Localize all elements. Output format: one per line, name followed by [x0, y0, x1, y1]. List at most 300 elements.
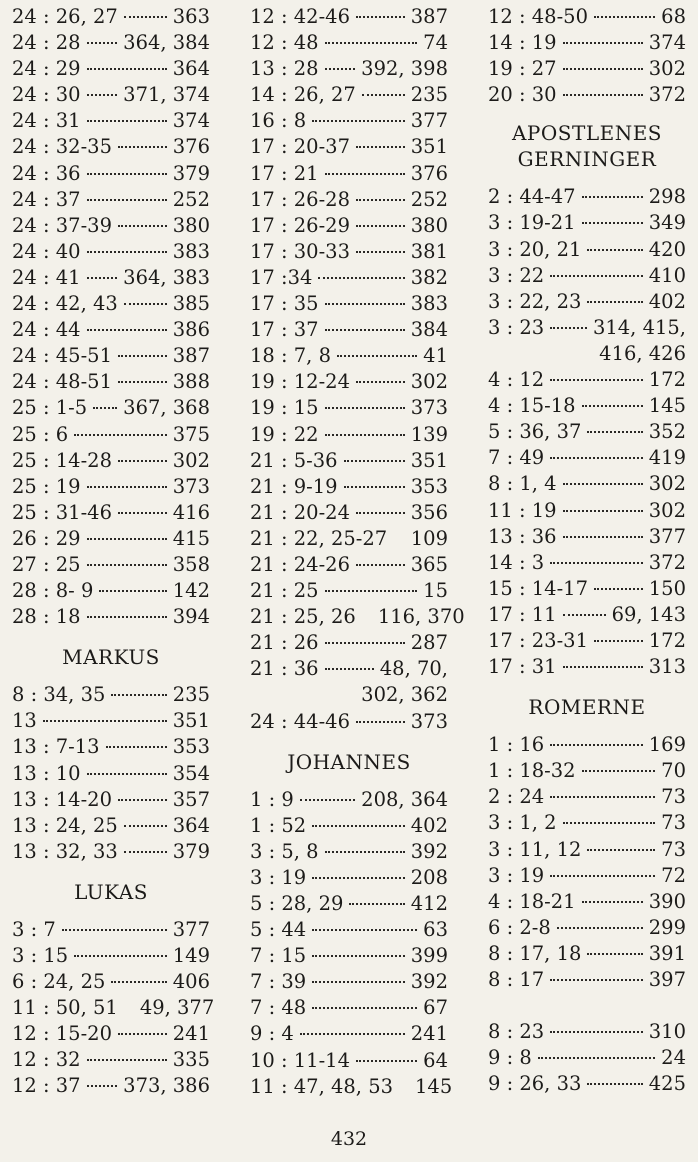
- dot-leader: [325, 173, 405, 175]
- verse-reference: 19 : 12-24: [250, 370, 350, 394]
- index-entry: [250, 56, 448, 82]
- dot-leader: [87, 173, 167, 175]
- dot-leader: [550, 979, 643, 981]
- page-reference: 150: [648, 576, 686, 600]
- page-reference: 387: [172, 344, 210, 368]
- page-reference: 73: [661, 811, 686, 835]
- page-reference: 109: [410, 526, 448, 550]
- dot-leader: [312, 929, 417, 931]
- page-reference: 375: [172, 422, 210, 446]
- index-entry: [488, 184, 686, 210]
- index-entry-continuation: [488, 341, 686, 367]
- index-entry: [12, 708, 210, 734]
- verse-reference: 13 : 28: [250, 57, 319, 81]
- index-entry: [250, 891, 448, 917]
- index-entry: [250, 969, 448, 995]
- index-entry: [250, 422, 448, 448]
- page-reference: 367, 368: [123, 396, 210, 420]
- verse-reference: 19 : 22: [250, 422, 319, 446]
- verse-reference: 12 : 48-50: [488, 5, 588, 28]
- index-entry: [12, 682, 210, 708]
- page-reference: 372: [648, 83, 686, 107]
- index-entry: [12, 1047, 210, 1073]
- verse-reference: 25 : 14-28: [12, 448, 112, 472]
- verse-reference: 24 : 44: [12, 318, 81, 342]
- page-reference: 139: [410, 422, 448, 446]
- index-entry: [488, 602, 686, 628]
- verse-reference: 4 : 12: [488, 368, 545, 392]
- index-entry: [488, 758, 686, 784]
- dot-leader: [106, 746, 167, 748]
- index-entry: [12, 108, 210, 134]
- verse-reference: 5 : 44: [250, 918, 307, 942]
- index-entry: [488, 393, 686, 419]
- index-entry: [488, 1019, 686, 1045]
- verse-reference: 17 : 37: [250, 318, 319, 342]
- page-reference: 313: [648, 655, 686, 679]
- page-reference: 365: [410, 552, 448, 576]
- page-reference: 386: [172, 318, 210, 342]
- page-reference: 172: [648, 628, 686, 652]
- index-entry: [12, 187, 210, 213]
- dot-leader: [550, 744, 643, 746]
- verse-reference: 12 : 42-46: [250, 5, 350, 28]
- page-reference: 412: [410, 892, 448, 915]
- page-reference: 374: [648, 31, 686, 55]
- index-entry: [488, 210, 686, 236]
- index-entry: [488, 419, 686, 445]
- dot-leader: [587, 1083, 642, 1085]
- dot-leader: [43, 720, 167, 722]
- index-entry: [250, 291, 448, 317]
- verse-reference: 24 : 37: [12, 187, 81, 211]
- index-entry: [488, 30, 686, 56]
- dot-leader: [594, 640, 643, 642]
- verse-reference: 3 : 19-21: [488, 211, 576, 235]
- dot-leader: [325, 303, 405, 305]
- index-entry: [12, 161, 210, 187]
- dot-leader: [563, 822, 656, 824]
- page-reference: 74: [423, 31, 448, 55]
- index-entry: [488, 289, 686, 315]
- page-reference: 394: [172, 605, 210, 629]
- page-reference: 287: [410, 631, 448, 655]
- dot-leader: [325, 68, 356, 70]
- page-reference: 392: [410, 970, 448, 994]
- verse-reference: 8 : 34, 35: [12, 683, 106, 707]
- verse-reference: 11 : 50, 51: [12, 996, 118, 1020]
- section-heading: MARKUS: [62, 645, 160, 670]
- page-reference: 416, 426: [599, 341, 686, 365]
- dot-leader: [362, 94, 405, 96]
- verse-reference: 24 : 26, 27: [12, 5, 118, 28]
- page-reference: 208, 364: [361, 787, 448, 811]
- dot-leader: [563, 536, 643, 538]
- index-entry: [12, 265, 210, 291]
- page-reference: 145: [648, 394, 686, 418]
- dot-leader: [594, 16, 655, 18]
- page-reference: 357: [172, 787, 210, 811]
- page-reference: 310: [648, 1020, 686, 1044]
- dot-leader: [87, 68, 167, 70]
- index-entry: [250, 30, 448, 56]
- verse-reference: 13 : 32, 33: [12, 839, 118, 863]
- dot-leader: [124, 825, 167, 827]
- verse-reference: 25 : 6: [12, 422, 69, 446]
- verse-reference: 9 : 4: [250, 1022, 294, 1046]
- page-reference: 15: [423, 579, 448, 603]
- verse-reference: 24 : 41: [12, 265, 81, 289]
- dot-leader: [563, 94, 643, 96]
- verse-reference: 12 : 32: [12, 1048, 81, 1072]
- index-entry: [12, 526, 210, 552]
- index-entry: [250, 108, 448, 134]
- verse-reference: 19 : 27: [488, 57, 557, 81]
- index-entry: [488, 498, 686, 524]
- verse-reference: 12 : 15-20: [12, 1022, 112, 1046]
- dot-leader: [118, 146, 167, 148]
- dot-leader: [118, 355, 167, 357]
- page-reference: 172: [648, 368, 686, 392]
- index-entry: [12, 30, 210, 56]
- index-entry: [488, 550, 686, 576]
- section-heading: ROMERNE: [528, 695, 646, 720]
- verse-reference: 8 : 1, 4: [488, 472, 557, 496]
- page-reference: 377: [172, 917, 210, 941]
- index-entry: [12, 917, 210, 943]
- verse-reference: 3 : 15: [12, 944, 69, 967]
- dot-leader: [87, 199, 167, 201]
- index-entry: [12, 56, 210, 82]
- verse-reference: 18 : 7, 8: [250, 344, 331, 368]
- index-entry: [12, 552, 210, 578]
- dot-leader: [312, 981, 405, 983]
- verse-reference: 12 : 37: [12, 1074, 81, 1098]
- page-reference: 302: [410, 370, 448, 394]
- verse-reference: 27 : 25: [12, 552, 81, 576]
- page-reference: 402: [648, 289, 686, 313]
- index-entry: [12, 213, 210, 239]
- index-entry: [12, 578, 210, 604]
- verse-reference: 7 : 15: [250, 944, 307, 968]
- index-entry: [488, 837, 686, 863]
- dot-leader: [557, 927, 643, 929]
- index-entry: [488, 863, 686, 889]
- page-reference: 373, 386: [123, 1074, 210, 1098]
- index-entry: [250, 187, 448, 213]
- verse-reference: 21 : 26: [250, 631, 319, 655]
- index-entry: [250, 604, 465, 630]
- page-reference: 241: [172, 1022, 210, 1046]
- dot-leader: [300, 799, 355, 801]
- index-entry: [12, 813, 210, 839]
- verse-reference: 21 : 25: [250, 579, 319, 603]
- verse-reference: 20 : 30: [488, 83, 557, 107]
- index-entry: [488, 941, 686, 967]
- dot-leader: [325, 668, 374, 670]
- index-entry: [488, 628, 686, 654]
- index-entry: [12, 4, 210, 30]
- page-reference: 24: [661, 1046, 686, 1070]
- verse-reference: 13: [12, 709, 37, 733]
- index-entry: [12, 969, 210, 995]
- verse-reference: 25 : 1-5: [12, 396, 88, 420]
- index-entry: [12, 448, 210, 474]
- page-reference: 314, 415,: [592, 315, 686, 339]
- index-entry: [12, 474, 210, 500]
- verse-reference: 24 : 30: [12, 83, 81, 107]
- verse-reference: 1 : 9: [250, 787, 294, 811]
- page-reference: 356: [410, 500, 448, 524]
- page-reference: 416: [172, 500, 210, 524]
- index-entry: [488, 1071, 686, 1097]
- dot-leader: [118, 225, 167, 227]
- verse-reference: 8 : 17, 18: [488, 941, 582, 965]
- page-reference: 364, 383: [123, 265, 210, 289]
- index-entry: [12, 369, 210, 395]
- verse-reference: 6 : 2-8: [488, 915, 551, 939]
- dot-leader: [118, 799, 167, 801]
- dot-leader: [87, 1059, 167, 1061]
- dot-leader: [318, 277, 404, 279]
- dot-leader: [87, 329, 167, 331]
- index-entry: [12, 134, 210, 160]
- index-entry: [250, 395, 448, 421]
- page-reference: 380: [410, 213, 448, 237]
- page-reference: 373: [410, 396, 448, 420]
- dot-leader: [582, 196, 643, 198]
- index-entry: [250, 500, 448, 526]
- page-reference: 353: [410, 474, 448, 498]
- verse-reference: 3 : 20, 21: [488, 237, 582, 261]
- dot-leader: [99, 590, 166, 592]
- page-reference: 69, 143: [611, 602, 686, 626]
- index-entry: [250, 213, 448, 239]
- index-entry: [488, 367, 686, 393]
- verse-reference: 24 : 32-35: [12, 135, 112, 159]
- index-entry: [488, 524, 686, 550]
- verse-reference: 5 : 36, 37: [488, 420, 582, 444]
- verse-reference: 24 : 45-51: [12, 344, 112, 368]
- verse-reference: 13 : 36: [488, 524, 557, 548]
- dot-leader: [550, 327, 587, 329]
- verse-reference: 14 : 26, 27: [250, 83, 356, 107]
- verse-reference: 26 : 29: [12, 526, 81, 550]
- verse-reference: 25 : 31-46: [12, 500, 112, 524]
- page-reference: 388: [172, 370, 210, 394]
- dot-leader: [118, 1033, 167, 1035]
- index-entry: [250, 865, 448, 891]
- index-entry: [488, 56, 686, 82]
- page-reference: 252: [172, 187, 210, 211]
- dot-leader: [582, 901, 643, 903]
- index-entry: [488, 263, 686, 289]
- verse-reference: 7 : 49: [488, 446, 545, 470]
- page-reference: 63: [423, 918, 448, 942]
- index-entry: [488, 237, 686, 263]
- page-reference: 364, 384: [123, 31, 210, 55]
- index-entry: [488, 315, 686, 341]
- page-reference: 208: [410, 865, 448, 889]
- index-entry: [250, 317, 448, 343]
- dot-leader: [87, 486, 167, 488]
- index-entry: [250, 813, 448, 839]
- index-entry: [250, 709, 448, 735]
- page-reference: 68: [661, 5, 686, 28]
- page-reference: 364: [172, 813, 210, 837]
- page-reference: 383: [410, 292, 448, 316]
- page-reference: 64: [423, 1048, 448, 1072]
- page-reference: 377: [648, 524, 686, 548]
- index-column-2: [250, 4, 465, 1100]
- dot-leader: [582, 405, 643, 407]
- index-entry: [488, 471, 686, 497]
- dot-leader: [93, 407, 117, 409]
- verse-reference: 24 : 42, 43: [12, 292, 118, 316]
- verse-reference: 24 : 37-39: [12, 213, 112, 237]
- verse-reference: 21 : 20-24: [250, 500, 350, 524]
- dot-leader: [344, 486, 405, 488]
- index-entry: [250, 943, 448, 969]
- index-entry: [12, 395, 210, 421]
- page-reference: 376: [410, 161, 448, 185]
- index-entry: [12, 943, 210, 969]
- page-reference: 351: [410, 135, 448, 159]
- verse-reference: 13 : 14-20: [12, 787, 112, 811]
- page-reference: 406: [172, 970, 210, 994]
- page-reference: 377: [410, 109, 448, 133]
- dot-leader: [111, 694, 166, 696]
- page-reference: 335: [172, 1048, 210, 1072]
- page-reference: 419: [648, 446, 686, 470]
- verse-reference: 21 : 36: [250, 657, 319, 681]
- verse-reference: 3 : 22, 23: [488, 289, 582, 313]
- page-reference: 354: [172, 761, 210, 785]
- dot-leader: [550, 275, 643, 277]
- page-reference: 41: [423, 344, 448, 368]
- page-reference: 385: [172, 292, 210, 316]
- dot-leader: [312, 825, 405, 827]
- verse-reference: 14 : 3: [488, 550, 545, 574]
- index-entry-continuation: [250, 682, 448, 708]
- verse-reference: 3 : 22: [488, 263, 545, 287]
- dot-leader: [325, 329, 405, 331]
- dot-leader: [587, 431, 642, 433]
- verse-reference: 24 : 29: [12, 57, 81, 81]
- page-reference: 379: [172, 161, 210, 185]
- verse-reference: 11 : 19: [488, 498, 557, 522]
- page-reference: 391: [648, 941, 686, 965]
- index-entry: [488, 784, 686, 810]
- page-reference: 397: [648, 968, 686, 991]
- dot-leader: [582, 222, 643, 224]
- verse-reference: 17 :34: [250, 265, 313, 289]
- dot-leader: [325, 590, 418, 592]
- verse-reference: 24 : 40: [12, 239, 81, 263]
- dot-leader: [587, 301, 642, 303]
- dot-leader: [111, 981, 166, 983]
- dot-leader: [550, 562, 643, 564]
- dot-leader: [356, 16, 405, 18]
- index-entry: [12, 239, 210, 265]
- dot-leader: [563, 68, 643, 70]
- dot-leader: [538, 1057, 655, 1059]
- page-reference: 371, 374: [123, 83, 210, 107]
- verse-reference: 17 : 26-28: [250, 187, 350, 211]
- dot-leader: [356, 225, 405, 227]
- verse-reference: 17 : 30-33: [250, 239, 350, 263]
- dot-leader: [356, 381, 405, 383]
- verse-reference: 28 : 8- 9: [12, 579, 94, 603]
- page-reference: 382: [410, 265, 448, 289]
- dot-leader: [312, 955, 405, 957]
- page-reference: 351: [410, 448, 448, 472]
- page-reference: 252: [410, 187, 448, 211]
- verse-reference: 17 : 11: [488, 602, 557, 626]
- index-entry: [488, 889, 686, 915]
- verse-reference: 15 : 14-17: [488, 576, 588, 600]
- page-reference: 353: [172, 735, 210, 759]
- dot-leader: [349, 903, 404, 905]
- page-reference: 70: [661, 759, 686, 783]
- dot-leader: [87, 538, 167, 540]
- verse-reference: 24 : 31: [12, 109, 81, 133]
- verse-reference: 21 : 5-36: [250, 448, 338, 472]
- verse-reference: 4 : 18-21: [488, 889, 576, 913]
- page-reference: 67: [423, 996, 448, 1020]
- dot-leader: [337, 355, 417, 357]
- verse-reference: 7 : 48: [250, 996, 307, 1020]
- page-reference: 48, 70,: [379, 657, 448, 681]
- verse-reference: 3 : 1, 2: [488, 811, 557, 835]
- page-reference: 402: [410, 813, 448, 837]
- verse-reference: 3 : 19: [488, 863, 545, 887]
- page-reference: 373: [410, 709, 448, 733]
- dot-leader: [582, 770, 656, 772]
- index-entry: [12, 343, 210, 369]
- page-reference: 169: [648, 733, 686, 757]
- dot-leader: [87, 42, 118, 44]
- page-reference: 383: [172, 239, 210, 263]
- index-entry: [12, 1021, 210, 1047]
- index-entry: [12, 734, 210, 760]
- blank-line: [488, 993, 686, 1019]
- dot-leader: [325, 642, 405, 644]
- index-entry: [250, 787, 448, 813]
- verse-reference: 6 : 24, 25: [12, 970, 106, 994]
- verse-reference: 17 : 31: [488, 655, 557, 679]
- verse-reference: 5 : 28, 29: [250, 892, 344, 915]
- dot-leader: [124, 16, 167, 18]
- verse-reference: 24 : 48-51: [12, 370, 112, 394]
- page-reference: 349: [648, 211, 686, 235]
- dot-leader: [312, 877, 405, 879]
- index-entry: [250, 995, 448, 1021]
- page-reference: 302: [648, 498, 686, 522]
- page-reference: 149: [172, 944, 210, 967]
- index-entry: [488, 654, 686, 680]
- index-entry: [250, 578, 448, 604]
- dot-leader: [87, 564, 167, 566]
- index-entry: [250, 82, 448, 108]
- page-reference: 116, 370: [377, 605, 465, 629]
- dot-leader: [74, 434, 167, 436]
- index-entry: [250, 239, 448, 265]
- page-number: 432: [330, 1128, 368, 1150]
- verse-reference: 21 : 9-19: [250, 474, 338, 498]
- dot-leader: [356, 512, 405, 514]
- index-entry: [12, 422, 210, 448]
